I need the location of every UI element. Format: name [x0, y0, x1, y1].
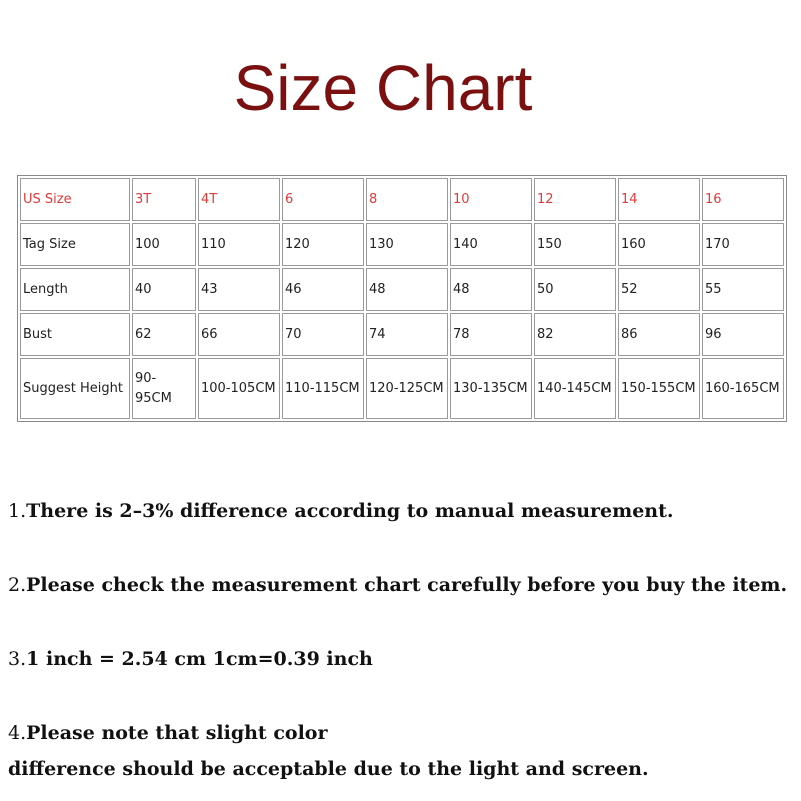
- table-cell: 43: [198, 268, 280, 311]
- table-cell: 120: [282, 223, 364, 266]
- table-row: [20, 268, 784, 311]
- table-cell: 74: [366, 313, 448, 356]
- table-cell: 140-145CM: [534, 358, 616, 419]
- table-cell: 66: [198, 313, 280, 356]
- table-cell: 40: [132, 268, 196, 311]
- table-cell: 50: [534, 268, 616, 311]
- note-number: 3.: [8, 648, 27, 670]
- note-text: There is 2–3% difference according to manual measurement.: [26, 500, 674, 522]
- note-text: Please check the measurement chart carefully before you buy the item.: [26, 574, 788, 596]
- header-cell: 12: [534, 178, 616, 221]
- table-cell: 96: [702, 313, 784, 356]
- note-text: difference should be acceptable due to the light and screen.: [8, 758, 649, 780]
- table-cell: 170: [702, 223, 784, 266]
- table-cell: 62: [132, 313, 196, 356]
- page-title: Size Chart: [233, 52, 533, 124]
- row-label: Bust: [20, 313, 130, 356]
- table-cell: 150: [534, 223, 616, 266]
- table-cell: 120-125CM: [366, 358, 448, 419]
- table-header-row: [20, 178, 784, 221]
- table-cell: 130-135CM: [450, 358, 532, 419]
- row-label: Tag Size: [20, 223, 130, 266]
- note-item: [8, 648, 373, 670]
- table-cell: 86: [618, 313, 700, 356]
- table-cell: 110: [198, 223, 280, 266]
- note-item: [8, 722, 327, 744]
- table-cell: 48: [366, 268, 448, 311]
- table-cell: 70: [282, 313, 364, 356]
- table-cell: 48: [450, 268, 532, 311]
- header-cell: 10: [450, 178, 532, 221]
- note-item: [8, 574, 787, 596]
- row-label: Length: [20, 268, 130, 311]
- table-cell: 160: [618, 223, 700, 266]
- note-number: 2.: [8, 574, 27, 596]
- note-text: 1 inch = 2.54 cm 1cm=0.39 inch: [26, 648, 373, 670]
- header-cell: 4T: [198, 178, 280, 221]
- table-cell: 150-155CM: [618, 358, 700, 419]
- table-cell: 100: [132, 223, 196, 266]
- header-cell: 14: [618, 178, 700, 221]
- note-text: Please note that slight color: [26, 722, 328, 744]
- table-cell: 160-165CM: [702, 358, 784, 419]
- header-cell: 6: [282, 178, 364, 221]
- table-row: [20, 358, 784, 419]
- header-cell: 8: [366, 178, 448, 221]
- table-row: [20, 313, 784, 356]
- table-cell: 55: [702, 268, 784, 311]
- table-cell: 130: [366, 223, 448, 266]
- table-cell: 100-105CM: [198, 358, 280, 419]
- table-cell: 82: [534, 313, 616, 356]
- table-cell: 110-115CM: [282, 358, 364, 419]
- header-cell: 16: [702, 178, 784, 221]
- note-number: 1.: [8, 500, 27, 522]
- note-item-continued: [8, 758, 649, 780]
- table-row: [20, 223, 784, 266]
- size-table: [17, 175, 787, 422]
- table-cell: 78: [450, 313, 532, 356]
- note-number: 4.: [8, 722, 27, 744]
- row-label: Suggest Height: [20, 358, 130, 419]
- header-label: US Size: [20, 178, 130, 221]
- table-cell: 90-95CM: [132, 358, 196, 419]
- table-cell: 140: [450, 223, 532, 266]
- table-cell: 52: [618, 268, 700, 311]
- header-cell: 3T: [132, 178, 196, 221]
- table-cell: 46: [282, 268, 364, 311]
- note-item: [8, 500, 674, 522]
